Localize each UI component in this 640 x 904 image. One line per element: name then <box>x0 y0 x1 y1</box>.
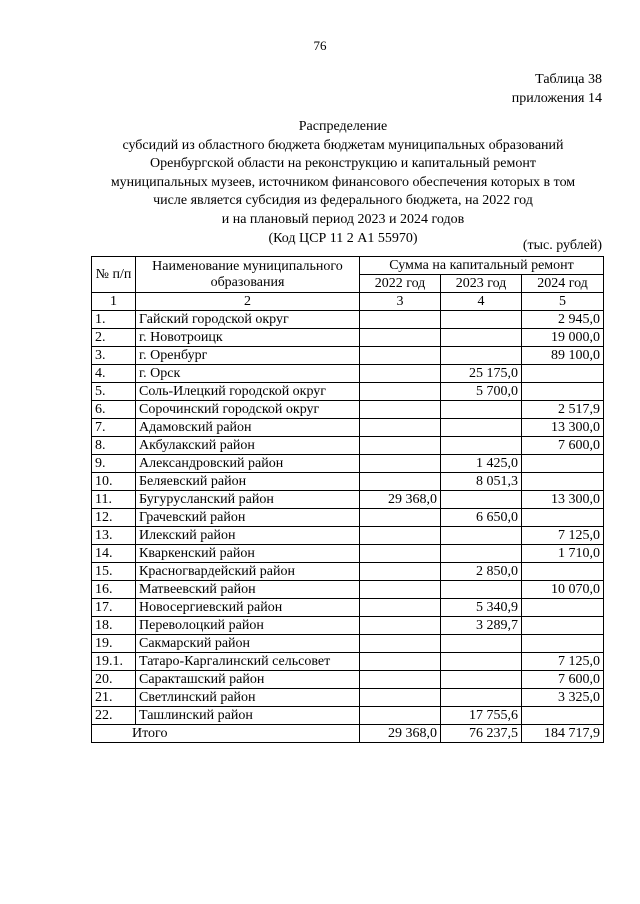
value-2023 <box>441 689 522 707</box>
column-number: 5 <box>522 293 604 311</box>
row-number: 9. <box>92 455 136 473</box>
table-row <box>92 455 604 473</box>
value-2023: 3 289,7 <box>441 617 522 635</box>
value-2022 <box>360 653 441 671</box>
row-number: 21. <box>92 689 136 707</box>
row-number: 16. <box>92 581 136 599</box>
value-2023 <box>441 329 522 347</box>
appendix-reference <box>512 70 602 108</box>
value-2024: 7 600,0 <box>522 671 604 689</box>
value-2023 <box>441 545 522 563</box>
value-2022 <box>360 581 441 599</box>
municipality-name: г. Оренбург <box>136 347 360 365</box>
header-2022: 2022 год <box>360 275 441 293</box>
value-2023: 1 425,0 <box>441 455 522 473</box>
value-2022 <box>360 527 441 545</box>
header-2023: 2023 год <box>441 275 522 293</box>
value-2022 <box>360 383 441 401</box>
value-2023 <box>441 527 522 545</box>
column-number: 1 <box>92 293 136 311</box>
value-2022 <box>360 617 441 635</box>
value-2024 <box>522 635 604 653</box>
row-number: 6. <box>92 401 136 419</box>
value-2022 <box>360 509 441 527</box>
value-2022 <box>360 689 441 707</box>
value-2022 <box>360 707 441 725</box>
appendix-number: приложения 14 <box>511 91 602 106</box>
total-label: Итого <box>92 725 360 743</box>
value-2022 <box>360 329 441 347</box>
table-row <box>92 329 604 347</box>
value-2024 <box>522 455 604 473</box>
row-number: 5. <box>92 383 136 401</box>
value-2022 <box>360 311 441 329</box>
municipality-name: Беляевский район <box>136 473 360 491</box>
value-2023: 8 051,3 <box>441 473 522 491</box>
value-2024: 2 945,0 <box>522 311 604 329</box>
table-row <box>92 491 604 509</box>
municipality-name: Красногвардейский район <box>136 563 360 581</box>
value-2023 <box>441 581 522 599</box>
municipality-name: Сорочинский городской округ <box>136 401 360 419</box>
table-row <box>92 383 604 401</box>
value-2022 <box>360 545 441 563</box>
table-row <box>92 527 604 545</box>
value-2022 <box>360 563 441 581</box>
value-2023: 5 700,0 <box>441 383 522 401</box>
value-2024: 1 710,0 <box>522 545 604 563</box>
heading-line: муниципальных музеев, источником финансового обеспечения которых в том <box>110 174 576 190</box>
municipality-name: Переволоцкий район <box>136 617 360 635</box>
table-row <box>92 473 604 491</box>
heading-line: числе является субсидия из федерального бюджета, на 2022 год <box>153 193 533 209</box>
table-row <box>92 707 604 725</box>
municipality-name: Татаро-Каргалинский сельсовет <box>136 653 360 671</box>
value-2022 <box>360 419 441 437</box>
document-heading <box>70 118 616 248</box>
value-2023: 25 175,0 <box>441 365 522 383</box>
table-header-row <box>92 257 604 275</box>
value-2024: 3 325,0 <box>522 689 604 707</box>
table-row <box>92 635 604 653</box>
page-number: 76 <box>313 38 327 53</box>
municipality-name: Александровский район <box>136 455 360 473</box>
heading-line: Оренбургской области на реконструкцию и капитальный ремонт <box>150 156 536 172</box>
total-2023: 76 237,5 <box>441 725 522 743</box>
table-row <box>92 653 604 671</box>
total-2022: 29 368,0 <box>360 725 441 743</box>
value-2024: 7 125,0 <box>522 527 604 545</box>
value-2024 <box>522 599 604 617</box>
value-2022 <box>360 671 441 689</box>
value-2024: 13 300,0 <box>522 491 604 509</box>
value-2024: 7 600,0 <box>522 437 604 455</box>
heading-code: (Код ЦСР 11 2 А1 55970) <box>268 230 418 246</box>
value-2023 <box>441 401 522 419</box>
table-row <box>92 581 604 599</box>
value-2024 <box>522 707 604 725</box>
value-2024: 89 100,0 <box>522 347 604 365</box>
value-2022 <box>360 473 441 491</box>
value-2022 <box>360 635 441 653</box>
row-number: 4. <box>92 365 136 383</box>
table-row <box>92 563 604 581</box>
municipality-name: Кваркенский район <box>136 545 360 563</box>
total-2024: 184 717,9 <box>522 725 604 743</box>
value-2023 <box>441 419 522 437</box>
value-2023 <box>441 635 522 653</box>
value-2024: 10 070,0 <box>522 581 604 599</box>
row-number: 20. <box>92 671 136 689</box>
municipality-name: Акбулакский район <box>136 437 360 455</box>
header-sum-group: Сумма на капитальный ремонт <box>360 257 604 275</box>
total-row <box>92 725 604 743</box>
value-2022: 29 368,0 <box>360 491 441 509</box>
row-number: 13. <box>92 527 136 545</box>
value-2024 <box>522 617 604 635</box>
table-row <box>92 419 604 437</box>
municipality-name: Ташлинский район <box>136 707 360 725</box>
municipality-name: г. Новотроицк <box>136 329 360 347</box>
municipality-name: Грачевский район <box>136 509 360 527</box>
column-number: 4 <box>441 293 522 311</box>
table-row <box>92 671 604 689</box>
municipality-name: Новосергиевский район <box>136 599 360 617</box>
table-body <box>92 311 604 725</box>
row-number: 7. <box>92 419 136 437</box>
value-2024 <box>522 473 604 491</box>
value-2022 <box>360 401 441 419</box>
value-2024: 19 000,0 <box>522 329 604 347</box>
header-2024: 2024 год <box>522 275 604 293</box>
table-row <box>92 545 604 563</box>
value-2023: 2 850,0 <box>441 563 522 581</box>
column-number-row <box>92 293 604 311</box>
header-number: № п/п <box>92 257 136 293</box>
table-row <box>92 401 604 419</box>
table-row <box>92 617 604 635</box>
row-number: 19. <box>92 635 136 653</box>
table-row <box>92 509 604 527</box>
value-2024 <box>522 365 604 383</box>
row-number: 15. <box>92 563 136 581</box>
heading-line: субсидий из областного бюджета бюджетам муниципальных образований <box>122 137 564 153</box>
row-number: 22. <box>92 707 136 725</box>
value-2022 <box>360 347 441 365</box>
value-2024 <box>522 383 604 401</box>
row-number: 12. <box>92 509 136 527</box>
value-2022 <box>360 599 441 617</box>
table-row <box>92 689 604 707</box>
units-label: (тыс. рублей) <box>522 238 602 253</box>
table-row <box>92 347 604 365</box>
row-number: 14. <box>92 545 136 563</box>
municipality-name: Адамовский район <box>136 419 360 437</box>
row-number: 17. <box>92 599 136 617</box>
value-2022 <box>360 365 441 383</box>
municipality-name: Саракташский район <box>136 671 360 689</box>
heading-line: и на плановый период 2023 и 2024 годов <box>221 211 465 227</box>
row-number: 8. <box>92 437 136 455</box>
value-2023: 17 755,6 <box>441 707 522 725</box>
value-2022 <box>360 455 441 473</box>
value-2023 <box>441 347 522 365</box>
column-number: 2 <box>136 293 360 311</box>
municipality-name: Сакмарский район <box>136 635 360 653</box>
value-2024 <box>522 563 604 581</box>
subsidy-table <box>91 256 604 743</box>
table-row <box>92 311 604 329</box>
value-2024 <box>522 509 604 527</box>
table-row <box>92 437 604 455</box>
value-2022 <box>360 437 441 455</box>
value-2023 <box>441 653 522 671</box>
column-number: 3 <box>360 293 441 311</box>
row-number: 18. <box>92 617 136 635</box>
row-number: 19.1. <box>92 653 136 671</box>
municipality-name: Илекский район <box>136 527 360 545</box>
table-row <box>92 599 604 617</box>
value-2023 <box>441 437 522 455</box>
value-2024: 13 300,0 <box>522 419 604 437</box>
value-2023 <box>441 671 522 689</box>
row-number: 11. <box>92 491 136 509</box>
value-2023 <box>441 311 522 329</box>
value-2024: 2 517,9 <box>522 401 604 419</box>
row-number: 10. <box>92 473 136 491</box>
municipality-name: Светлинский район <box>136 689 360 707</box>
municipality-name: Соль-Илецкий городской округ <box>136 383 360 401</box>
value-2023: 5 340,9 <box>441 599 522 617</box>
table-number: Таблица 38 <box>535 72 602 87</box>
row-number: 1. <box>92 311 136 329</box>
municipality-name: Матвеевский район <box>136 581 360 599</box>
header-name: Наименование муниципального образования <box>136 257 360 293</box>
municipality-name: Гайский городской округ <box>136 311 360 329</box>
table-row <box>92 365 604 383</box>
heading-title: Распределение <box>298 119 388 134</box>
municipality-name: г. Орск <box>136 365 360 383</box>
row-number: 2. <box>92 329 136 347</box>
municipality-name: Бугурусланский район <box>136 491 360 509</box>
value-2023 <box>441 491 522 509</box>
value-2024: 7 125,0 <box>522 653 604 671</box>
row-number: 3. <box>92 347 136 365</box>
value-2023: 6 650,0 <box>441 509 522 527</box>
